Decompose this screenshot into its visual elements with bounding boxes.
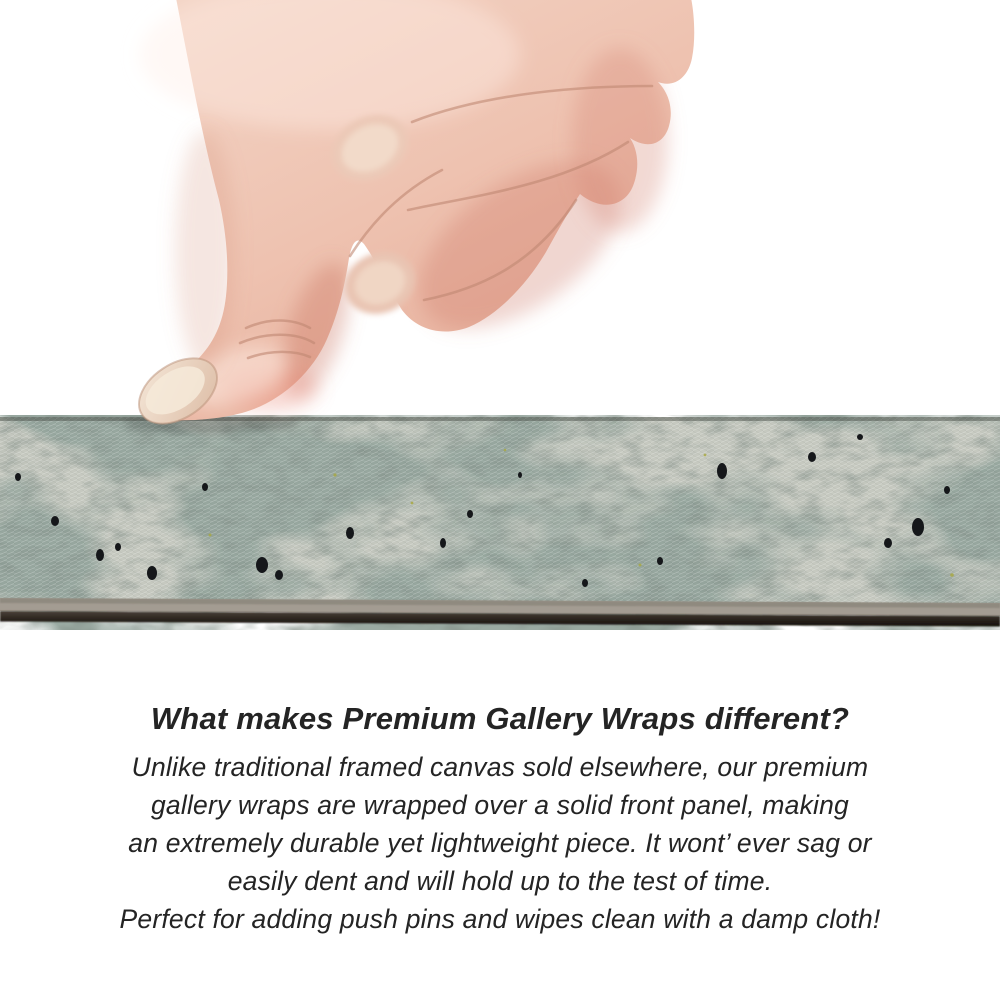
canvas-edge-photo <box>0 415 1000 630</box>
canvas-bottom-edge <box>0 598 1000 627</box>
caption-line-1: Unlike traditional framed canvas sold elsewhere, our premium <box>131 752 869 782</box>
caption-line-3: an extremely durable yet lightweight piece. It wont’ ever sag or <box>128 828 872 858</box>
hand-pressing-photo <box>0 0 1000 432</box>
caption-line-5: Perfect for adding push pins and wipes clean with a damp cloth! <box>119 904 881 934</box>
caption <box>0 701 1000 938</box>
caption-line-2: gallery wraps are wrapped over a solid front panel, making <box>150 790 849 820</box>
caption-heading: What makes Premium Gallery Wraps different? <box>150 701 850 736</box>
canvas-texture <box>0 415 1000 603</box>
caption-line-4: easily dent and will hold up to the test of time. <box>227 866 773 896</box>
